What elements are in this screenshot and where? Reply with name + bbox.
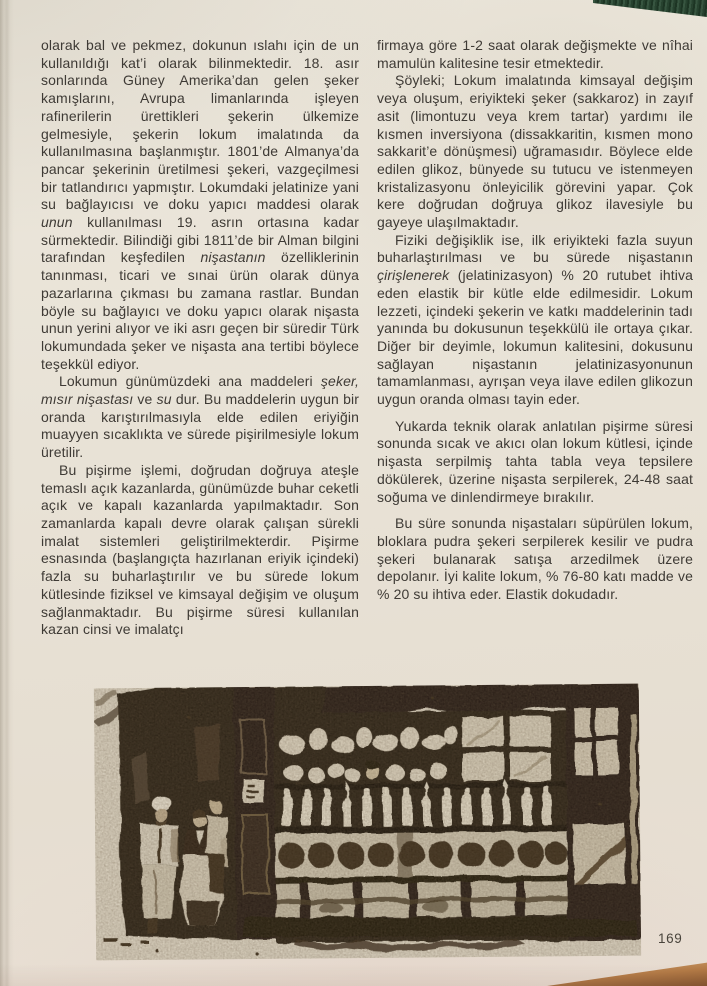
paragraph: Şöyleki; Lokum imalatında kimsayal değişim veya oluşum, eriyikteki şeker (sakkaroz) in zayıf asit (limontuzu veya krem tartar) yardımı ile kısmen inversiyona (dissakkaritin, kısmen mono sakkarit’e dönüşmesi) uğramasıdır. Böylece elde edilen glikoz, bünyede su tutucu ve istenmeyen kristalizasyonu önleyicilik görevini yapar. Çok kere doğrudan doğruya glikoz ilavesiyle bu gayeye ulaşılmaktadır. <box>377 72 693 231</box>
paragraph: Yukarda teknik olarak anlatılan pişirme süresi sonunda sıcak ve akıcı olan lokum kütlesi, içinde nişasta serpilmiş tahta tabla veya tepsilere dökülerek, üzerine nişasta serpilerek, 24-48 saat soğuma ve dinlendirmeye bırakılır. <box>377 417 693 505</box>
page-number: 169 <box>658 931 683 946</box>
shop-photograph <box>94 684 641 961</box>
paragraph: Bu pişirme işlemi, doğrudan doğruya ateşle temaslı açık kazanlarda, günümüzde buhar ceketli açık ve kapalı kazanlarda yapılmaktadır. Son zamanlarda kapalı devre olarak çalışan sürekli imalat sistemleri geliştirilmekterdir. Pişirme esnasında (başlangıçta hazırlanan eriyik içindeki) fazla su buharlaştırılır ve bu sürede lokum kütlesinde fiziksel ve kimsayal değişim ve oluşum sağlanmaktadır. Bu pişirme süresi kullanılan kazan cinsi ve imalatçı <box>41 461 359 638</box>
bottom-shadow <box>0 964 707 986</box>
paragraph: firmaya göre 1-2 saat olarak değişmekte ve nîhai mamulün kalitesine tesir etmektedir. <box>377 37 693 71</box>
paragraph: olarak bal ve pekmez, dokunun ıslahı için de un kullanıldığı kat’i olarak bilinmektedir. 18. asır sonlarında Güney Amerika’dan gelen şeker kamışlarını, Avrupa limanlarında işleyen rafinerilerin ürettikleri şekerin ülkemize gelmesiyle, şekerin lokum imalatında da kullanılmasına başlanmıştır. 1801’de Almanya’da pancar şekerinin üretilmesi şekeri, vazgeçilmesi bir tatlandırıcı yapmıştır. Lokumdaki jelatinize yani su bağlayıcısı ve doku yapıcı maddesi olarak unun kullanılması 19. asrın ortasına kadar sürmektedir. Bilindiği gibi 1811’de bir Alman bilgini tarafından keşfedilen nişastanın özelliklerinin tanınması, ticari ve sınai ürün olarak dünya pazarlarına çıkması bu zamana rastlar. Bundan böyle su bağlayıcı ve doku yapıcı olarak nişasta unun yerini alıyor ve iki asrı geçen bir süredir Türk lokumundada şeker ve nişasta ana tertibi böylece teşekkül ediyor. <box>41 37 359 372</box>
paragraph: Fiziki değişiklik ise, ilk eriyikteki fazla suyun buharlaştırılması ve bu sürede nişastanın çirişlenerek (jelatinizasyon) % 20 rutubet ihtiva eden elastik bir kütle elde edilmesidir. Lokum lezzeti, içindeki şekerin ve katkı maddelerinin tadı yanında bu dokusunun teşekkülü ile ortaya çıkar. Diğer bir deyimle, lokumun kalitesini, dokusunu sağlayan nişastanın jelatinizasyonunun tamamlanması, ayrışan veya ilave edilen glikozun uygun oranda olması tayin eder. <box>377 231 693 408</box>
table-cloth-corner <box>593 0 707 17</box>
page-gutter-crease <box>0 0 14 986</box>
paragraph: Lokumun günümüzdeki ana maddeleri şeker, mısır nişastası ve su dur. Bu maddelerin uygun bir oranda karıştırılmasıyla elde edilen eriyiğin muayyen sıcaklıkta ve sürede pişirilmesiyle lokum üretilir. <box>41 373 359 461</box>
shop-photograph-art <box>94 684 641 961</box>
text-column-left <box>41 37 359 639</box>
paragraph: Bu süre sonunda nişastaları süpürülen lokum, bloklara pudra şekeri serpilerek kesilir ve pudra şekeri bulanarak satışa arzedilmek üzere depolanır. İyi kalite lokum, % 76-80 katı madde ve % 20 su ihtiva eder. Elastik dokudadır. <box>377 515 693 603</box>
text-column-right <box>377 37 693 604</box>
